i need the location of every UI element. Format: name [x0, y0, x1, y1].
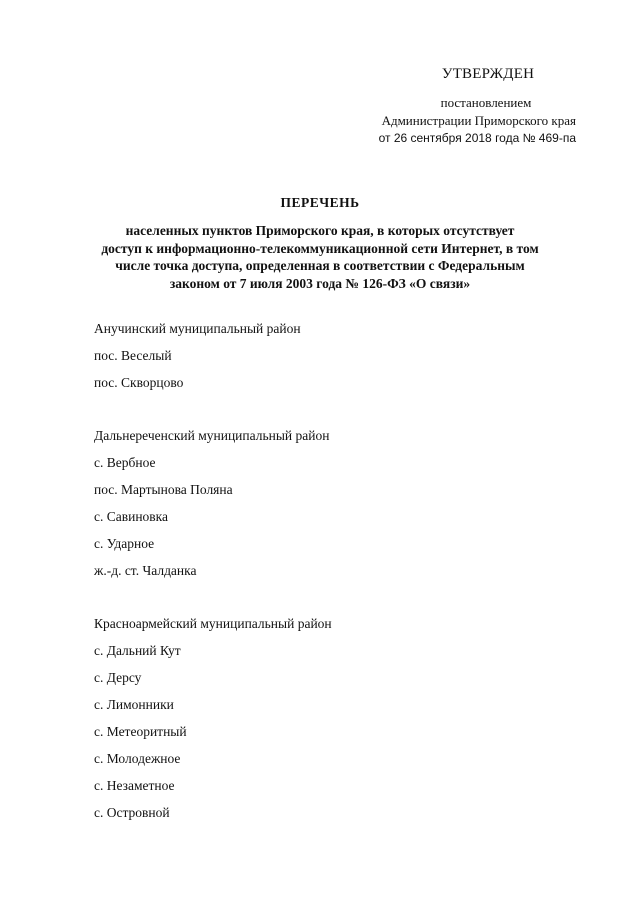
- approval-date: от 26 сентября 2018 года № 469-па: [378, 131, 576, 145]
- locality-item: с. Незаметное: [94, 778, 175, 793]
- district-name: Красноармейский муниципальный район: [94, 616, 332, 631]
- district-section: [94, 320, 574, 401]
- locality-item: пос. Веселый: [94, 348, 172, 363]
- locality-item: с. Ударное: [94, 536, 155, 551]
- locality-item: с. Савиновка: [94, 509, 169, 524]
- document-title: ПЕРЕЧЕНЬ: [280, 195, 360, 210]
- approval-authority: Администрации Приморского края: [381, 113, 576, 128]
- document-subtitle: [80, 222, 560, 292]
- locality-item: с. Метеоритный: [94, 724, 187, 739]
- locality-item: с. Вербное: [94, 455, 156, 470]
- locality-item: с. Дерсу: [94, 670, 142, 685]
- locality-item: с. Дальний Кут: [94, 643, 181, 658]
- district-section: [94, 427, 574, 589]
- district-name: Анучинский муниципальный район: [94, 321, 301, 336]
- approval-stamp: [326, 66, 576, 146]
- subtitle-line: числе точка доступа, определенная в соответствии с Федеральным: [115, 258, 525, 273]
- approval-title: УТВЕРЖДЕН: [441, 66, 535, 82]
- district-name: Дальнереченский муниципальный район: [94, 428, 330, 443]
- locality-item: с. Молодежное: [94, 751, 181, 766]
- settlement-list: [94, 320, 574, 857]
- subtitle-line: законом от 7 июля 2003 года № 126-ФЗ «О связи»: [169, 275, 471, 291]
- locality-item: ж.-д. ст. Чалданка: [94, 563, 197, 578]
- locality-item: с. Лимонники: [94, 697, 174, 712]
- subtitle-line: доступ к информационно-телекоммуникационной сети Интернет, в том: [101, 240, 539, 256]
- district-section: [94, 615, 574, 831]
- approval-decree-label: постановлением: [440, 95, 532, 110]
- locality-item: пос. Скворцово: [94, 375, 184, 390]
- locality-item: пос. Мартынова Поляна: [94, 482, 233, 497]
- locality-item: с. Островной: [94, 805, 170, 820]
- subtitle-line: населенных пунктов Приморского края, в которых отсутствует: [125, 223, 515, 238]
